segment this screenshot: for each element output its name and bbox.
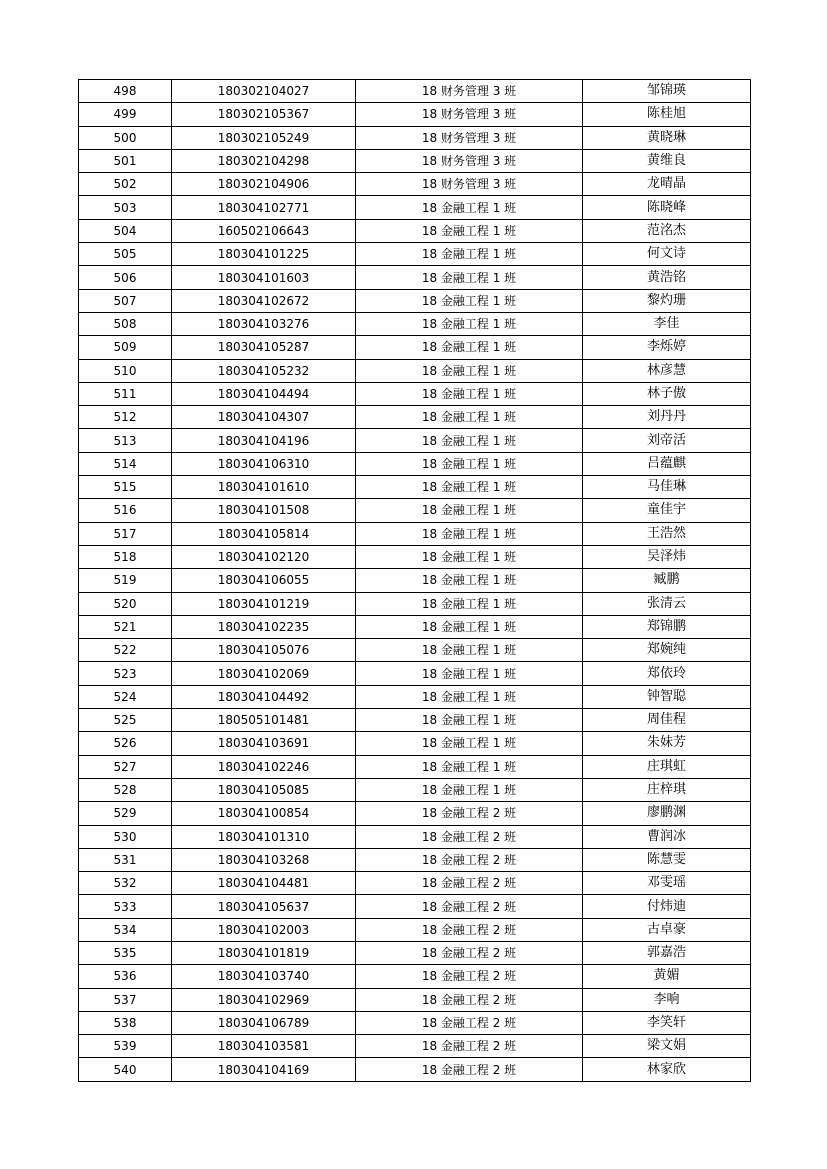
student-id-cell: 180304101219 [172, 592, 356, 615]
student-id-cell: 180304102771 [172, 196, 356, 219]
class-name-cell: 18 金融工程 1 班 [356, 196, 583, 219]
student-id-cell: 180304105076 [172, 639, 356, 662]
class-name-cell: 18 金融工程 1 班 [356, 476, 583, 499]
row-number-cell: 506 [79, 266, 172, 289]
row-number-cell: 502 [79, 173, 172, 196]
row-number-cell: 517 [79, 522, 172, 545]
student-id-cell: 180304105287 [172, 336, 356, 359]
class-name-cell: 18 金融工程 2 班 [356, 941, 583, 964]
class-name-cell: 18 金融工程 1 班 [356, 429, 583, 452]
row-number-cell: 536 [79, 965, 172, 988]
student-name-cell: 李响 [583, 988, 751, 1011]
student-name-cell: 张清云 [583, 592, 751, 615]
student-id-cell: 180304102246 [172, 755, 356, 778]
student-id-cell: 180304106310 [172, 452, 356, 475]
table-row [79, 615, 751, 638]
table-row [79, 778, 751, 801]
student-id-cell: 180304103740 [172, 965, 356, 988]
row-number-cell: 499 [79, 103, 172, 126]
table-row [79, 80, 751, 103]
table-row [79, 825, 751, 848]
class-name-cell: 18 财务管理 3 班 [356, 173, 583, 196]
row-number-cell: 539 [79, 1035, 172, 1058]
class-name-cell: 18 金融工程 2 班 [356, 872, 583, 895]
row-number-cell: 535 [79, 941, 172, 964]
student-id-cell: 180302105249 [172, 126, 356, 149]
student-id-cell: 180302104906 [172, 173, 356, 196]
class-name-cell: 18 金融工程 2 班 [356, 965, 583, 988]
student-id-cell: 180304101819 [172, 941, 356, 964]
table-row [79, 965, 751, 988]
class-name-cell: 18 金融工程 1 班 [356, 569, 583, 592]
student-id-cell: 180304104169 [172, 1058, 356, 1081]
student-name-cell: 朱妹芳 [583, 732, 751, 755]
table-row [79, 476, 751, 499]
class-name-cell: 18 财务管理 3 班 [356, 103, 583, 126]
row-number-cell: 524 [79, 685, 172, 708]
student-id-cell: 180304101508 [172, 499, 356, 522]
row-number-cell: 531 [79, 848, 172, 871]
row-number-cell: 516 [79, 499, 172, 522]
student-name-cell: 范洺杰 [583, 219, 751, 242]
student-id-cell: 180304102969 [172, 988, 356, 1011]
class-name-cell: 18 金融工程 1 班 [356, 662, 583, 685]
student-name-cell: 龙晴晶 [583, 173, 751, 196]
table-row [79, 732, 751, 755]
student-id-cell: 180302105367 [172, 103, 356, 126]
student-name-cell: 梁文娟 [583, 1035, 751, 1058]
table-row [79, 545, 751, 568]
student-id-cell: 180304101225 [172, 243, 356, 266]
student-id-cell: 180304102672 [172, 289, 356, 312]
row-number-cell: 504 [79, 219, 172, 242]
class-name-cell: 18 金融工程 2 班 [356, 802, 583, 825]
student-name-cell: 刘丹丹 [583, 406, 751, 429]
table-row [79, 266, 751, 289]
table-row [79, 452, 751, 475]
table-row [79, 918, 751, 941]
student-name-cell: 曹润冰 [583, 825, 751, 848]
table-row [79, 126, 751, 149]
class-name-cell: 18 金融工程 2 班 [356, 1011, 583, 1034]
student-name-cell: 臧鹏 [583, 569, 751, 592]
student-id-cell: 180304105085 [172, 778, 356, 801]
class-name-cell: 18 金融工程 1 班 [356, 522, 583, 545]
class-name-cell: 18 金融工程 1 班 [356, 545, 583, 568]
row-number-cell: 520 [79, 592, 172, 615]
class-name-cell: 18 金融工程 2 班 [356, 1058, 583, 1081]
student-name-cell: 林彦慧 [583, 359, 751, 382]
class-name-cell: 18 财务管理 3 班 [356, 126, 583, 149]
row-number-cell: 527 [79, 755, 172, 778]
student-name-cell: 黄维良 [583, 149, 751, 172]
table-row [79, 592, 751, 615]
table-row [79, 173, 751, 196]
student-id-cell: 180304104492 [172, 685, 356, 708]
class-name-cell: 18 金融工程 1 班 [356, 336, 583, 359]
class-name-cell: 18 金融工程 1 班 [356, 778, 583, 801]
student-name-cell: 李佳 [583, 312, 751, 335]
class-name-cell: 18 金融工程 1 班 [356, 685, 583, 708]
row-number-cell: 537 [79, 988, 172, 1011]
student-id-cell: 160502106643 [172, 219, 356, 242]
student-id-cell: 180304102120 [172, 545, 356, 568]
student-name-cell: 庄琪虹 [583, 755, 751, 778]
table-row [79, 685, 751, 708]
student-name-cell: 陈桂旭 [583, 103, 751, 126]
table-row [79, 359, 751, 382]
student-name-cell: 廖鹏渊 [583, 802, 751, 825]
row-number-cell: 512 [79, 406, 172, 429]
class-name-cell: 18 金融工程 1 班 [356, 312, 583, 335]
table-row [79, 848, 751, 871]
student-id-cell: 180304102003 [172, 918, 356, 941]
row-number-cell: 540 [79, 1058, 172, 1081]
class-name-cell: 18 金融工程 1 班 [356, 709, 583, 732]
class-name-cell: 18 金融工程 1 班 [356, 592, 583, 615]
student-name-cell: 黄媚 [583, 965, 751, 988]
table-row [79, 872, 751, 895]
student-id-cell: 180304102235 [172, 615, 356, 638]
student-name-cell: 郑依玲 [583, 662, 751, 685]
row-number-cell: 505 [79, 243, 172, 266]
row-number-cell: 500 [79, 126, 172, 149]
class-name-cell: 18 金融工程 1 班 [356, 289, 583, 312]
table-row [79, 312, 751, 335]
student-id-cell: 180304105232 [172, 359, 356, 382]
class-name-cell: 18 金融工程 1 班 [356, 219, 583, 242]
student-id-cell: 180304105637 [172, 895, 356, 918]
student-name-cell: 马佳琳 [583, 476, 751, 499]
row-number-cell: 523 [79, 662, 172, 685]
class-name-cell: 18 金融工程 1 班 [356, 639, 583, 662]
row-number-cell: 503 [79, 196, 172, 219]
student-id-cell: 180304104307 [172, 406, 356, 429]
row-number-cell: 510 [79, 359, 172, 382]
table-row [79, 1035, 751, 1058]
student-id-cell: 180304101603 [172, 266, 356, 289]
class-name-cell: 18 金融工程 1 班 [356, 615, 583, 638]
row-number-cell: 515 [79, 476, 172, 499]
student-name-cell: 邹锦瑛 [583, 80, 751, 103]
student-name-cell: 王浩然 [583, 522, 751, 545]
class-name-cell: 18 金融工程 1 班 [356, 499, 583, 522]
student-name-cell: 郑锦鹏 [583, 615, 751, 638]
student-name-cell: 刘帝活 [583, 429, 751, 452]
student-id-cell: 180304101610 [172, 476, 356, 499]
table-row [79, 429, 751, 452]
class-name-cell: 18 金融工程 1 班 [356, 359, 583, 382]
student-id-cell: 180304102069 [172, 662, 356, 685]
table-row [79, 196, 751, 219]
student-id-cell: 180304104481 [172, 872, 356, 895]
class-name-cell: 18 金融工程 1 班 [356, 755, 583, 778]
student-id-cell: 180304101310 [172, 825, 356, 848]
student-id-cell: 180304103268 [172, 848, 356, 871]
student-name-cell: 林家欣 [583, 1058, 751, 1081]
row-number-cell: 519 [79, 569, 172, 592]
row-number-cell: 534 [79, 918, 172, 941]
table-row [79, 522, 751, 545]
row-number-cell: 513 [79, 429, 172, 452]
table-row [79, 382, 751, 405]
student-id-cell: 180304104196 [172, 429, 356, 452]
student-name-cell: 陈晓峰 [583, 196, 751, 219]
student-id-cell: 180304105814 [172, 522, 356, 545]
class-name-cell: 18 金融工程 2 班 [356, 918, 583, 941]
table-row [79, 802, 751, 825]
table-row [79, 149, 751, 172]
student-name-cell: 李烁婷 [583, 336, 751, 359]
row-number-cell: 528 [79, 778, 172, 801]
student-name-cell: 庄梓琪 [583, 778, 751, 801]
student-name-cell: 周佳程 [583, 709, 751, 732]
class-name-cell: 18 金融工程 2 班 [356, 1035, 583, 1058]
row-number-cell: 529 [79, 802, 172, 825]
row-number-cell: 508 [79, 312, 172, 335]
table-row [79, 755, 751, 778]
class-name-cell: 18 金融工程 1 班 [356, 266, 583, 289]
row-number-cell: 498 [79, 80, 172, 103]
class-name-cell: 18 金融工程 1 班 [356, 732, 583, 755]
table-row [79, 289, 751, 312]
student-name-cell: 黎灼珊 [583, 289, 751, 312]
class-name-cell: 18 金融工程 2 班 [356, 988, 583, 1011]
table-row [79, 639, 751, 662]
class-name-cell: 18 金融工程 1 班 [356, 243, 583, 266]
table-row [79, 1011, 751, 1034]
class-name-cell: 18 金融工程 1 班 [356, 452, 583, 475]
table-row [79, 709, 751, 732]
student-name-cell: 黄浩铭 [583, 266, 751, 289]
student-name-cell: 钟智聪 [583, 685, 751, 708]
row-number-cell: 532 [79, 872, 172, 895]
student-name-cell: 林子傲 [583, 382, 751, 405]
row-number-cell: 526 [79, 732, 172, 755]
row-number-cell: 511 [79, 382, 172, 405]
table-row [79, 406, 751, 429]
student-id-cell: 180304103276 [172, 312, 356, 335]
student-id-cell: 180304104494 [172, 382, 356, 405]
table-row [79, 336, 751, 359]
student-id-cell: 180304100854 [172, 802, 356, 825]
table-row [79, 941, 751, 964]
row-number-cell: 521 [79, 615, 172, 638]
row-number-cell: 522 [79, 639, 172, 662]
table-row [79, 219, 751, 242]
table-row [79, 103, 751, 126]
table-row [79, 662, 751, 685]
student-table [78, 79, 751, 1082]
student-name-cell: 黄晓琳 [583, 126, 751, 149]
row-number-cell: 530 [79, 825, 172, 848]
row-number-cell: 509 [79, 336, 172, 359]
class-name-cell: 18 金融工程 1 班 [356, 406, 583, 429]
student-id-cell: 180304106789 [172, 1011, 356, 1034]
student-name-cell: 吕蕴麒 [583, 452, 751, 475]
table-row [79, 569, 751, 592]
student-name-cell: 吴泽炜 [583, 545, 751, 568]
class-name-cell: 18 金融工程 2 班 [356, 848, 583, 871]
student-id-cell: 180505101481 [172, 709, 356, 732]
row-number-cell: 518 [79, 545, 172, 568]
class-name-cell: 18 金融工程 2 班 [356, 825, 583, 848]
student-name-cell: 付炜迪 [583, 895, 751, 918]
student-name-cell: 古卓豪 [583, 918, 751, 941]
student-id-cell: 180302104298 [172, 149, 356, 172]
student-name-cell: 李笑轩 [583, 1011, 751, 1034]
row-number-cell: 525 [79, 709, 172, 732]
student-name-cell: 陈慧雯 [583, 848, 751, 871]
class-name-cell: 18 金融工程 2 班 [356, 895, 583, 918]
row-number-cell: 538 [79, 1011, 172, 1034]
student-id-cell: 180304106055 [172, 569, 356, 592]
student-name-cell: 郑婉纯 [583, 639, 751, 662]
row-number-cell: 507 [79, 289, 172, 312]
student-id-cell: 180304103581 [172, 1035, 356, 1058]
student-name-cell: 邓雯瑶 [583, 872, 751, 895]
table-row [79, 243, 751, 266]
table-row [79, 988, 751, 1011]
row-number-cell: 501 [79, 149, 172, 172]
table-row [79, 499, 751, 522]
class-name-cell: 18 金融工程 1 班 [356, 382, 583, 405]
row-number-cell: 514 [79, 452, 172, 475]
table-row [79, 895, 751, 918]
table-row [79, 1058, 751, 1081]
student-table-body [79, 80, 751, 1082]
student-name-cell: 童佳宇 [583, 499, 751, 522]
class-name-cell: 18 财务管理 3 班 [356, 149, 583, 172]
class-name-cell: 18 财务管理 3 班 [356, 80, 583, 103]
row-number-cell: 533 [79, 895, 172, 918]
student-name-cell: 何文诗 [583, 243, 751, 266]
student-name-cell: 郭嘉浩 [583, 941, 751, 964]
student-id-cell: 180304103691 [172, 732, 356, 755]
student-id-cell: 180302104027 [172, 80, 356, 103]
